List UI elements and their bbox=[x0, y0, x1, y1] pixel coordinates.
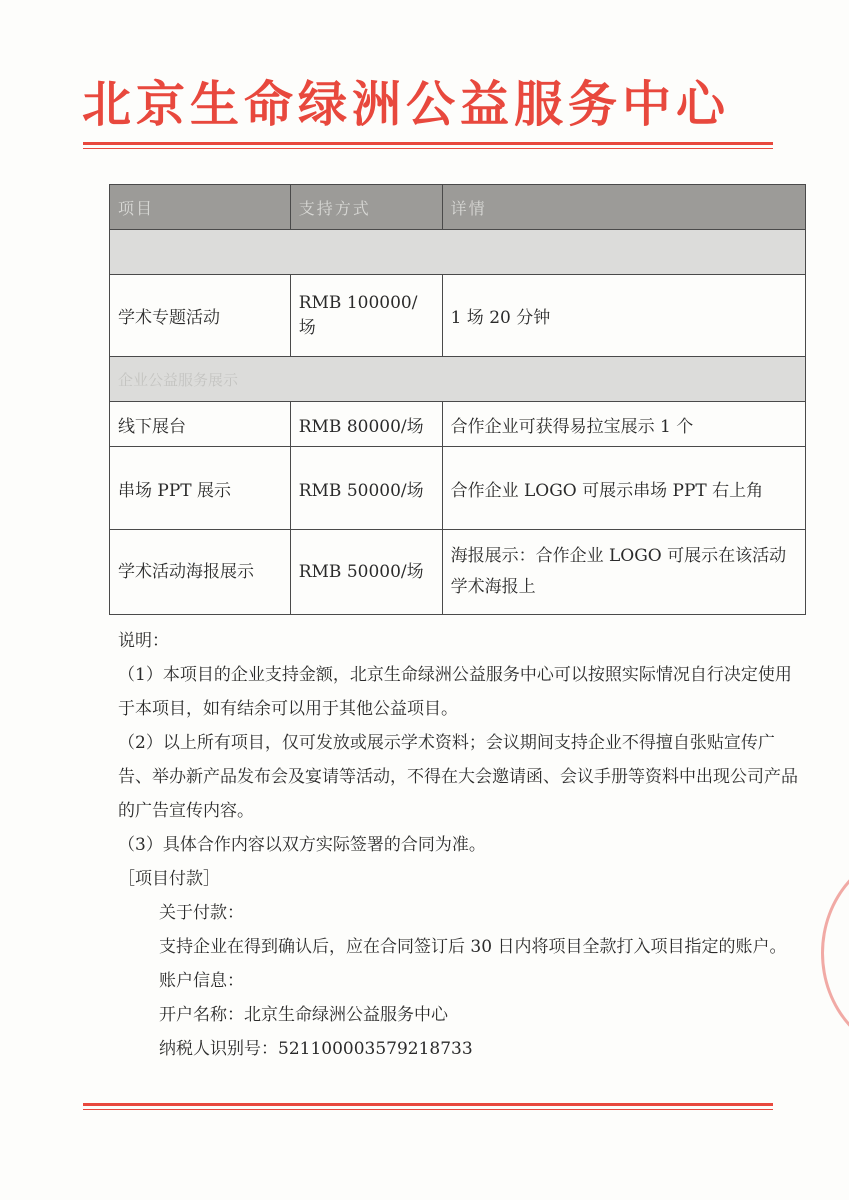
section-label: 企业公益服务展示 bbox=[110, 357, 806, 402]
notes-section bbox=[118, 624, 808, 1066]
header-divider bbox=[83, 142, 773, 149]
column-header-method: 支持方式 bbox=[290, 185, 442, 230]
row-item: 线下展台 bbox=[110, 402, 291, 447]
table-row bbox=[110, 530, 806, 615]
notes-heading: 说明： bbox=[118, 631, 169, 651]
section-label bbox=[110, 230, 806, 275]
row-item: 串场 PPT 展示 bbox=[110, 447, 291, 530]
column-header-item: 项目 bbox=[110, 185, 291, 230]
account-name: 开户名称：北京生命绿洲公益服务中心 bbox=[159, 1005, 448, 1025]
seal-stamp bbox=[815, 850, 849, 1050]
row-method: RMB 100000/场 bbox=[290, 275, 442, 357]
table-row bbox=[110, 275, 806, 357]
payment-heading: ［项目付款］ bbox=[118, 869, 220, 889]
organization-title: 北京生命绿洲公益服务中心 bbox=[82, 76, 731, 133]
account-label: 账户信息： bbox=[159, 971, 244, 991]
fee-table bbox=[109, 184, 806, 615]
table-row bbox=[110, 447, 806, 530]
row-item: 学术专题活动 bbox=[110, 275, 291, 357]
row-detail: 1 场 20 分钟 bbox=[442, 275, 805, 357]
payment-label: 关于付款： bbox=[159, 903, 244, 923]
row-detail: 合作企业可获得易拉宝展示 1 个 bbox=[442, 402, 805, 447]
tax-id: 纳税人识别号：521100003579218733 bbox=[159, 1039, 473, 1059]
row-method: RMB 50000/场 bbox=[290, 447, 442, 530]
table-header-row bbox=[110, 185, 806, 230]
row-item: 学术活动海报展示 bbox=[110, 530, 291, 615]
row-detail: 合作企业 LOGO 可展示串场 PPT 右上角 bbox=[442, 447, 805, 530]
column-header-detail: 详情 bbox=[442, 185, 805, 230]
table-section-row bbox=[110, 357, 806, 402]
seal-ring bbox=[821, 850, 849, 1050]
table-section-row bbox=[110, 230, 806, 275]
note-item: （3）具体合作内容以双方实际签署的合同为准。 bbox=[118, 835, 486, 855]
row-method: RMB 80000/场 bbox=[290, 402, 442, 447]
footer-divider bbox=[83, 1103, 773, 1110]
note-item: （2）以上所有项目，仅可发放或展示学术资料；会议期间支持企业不得擅自张贴宣传广告、举办新产品发布会及宴请等活动，不得在大会邀请函、会议手册等资料中出现公司产品的广告宣传内容。 bbox=[118, 733, 798, 821]
payment-text: 支持企业在得到确认后，应在合同签订后 30 日内将项目全款打入项目指定的账户。 bbox=[159, 937, 787, 957]
table-row bbox=[110, 402, 806, 447]
row-method: RMB 50000/场 bbox=[290, 530, 442, 615]
row-detail: 海报展示：合作企业 LOGO 可展示在该活动学术海报上 bbox=[442, 530, 805, 615]
note-item: （1）本项目的企业支持金额，北京生命绿洲公益服务中心可以按照实际情况自行决定使用于本项目，如有结余可以用于其他公益项目。 bbox=[118, 665, 792, 719]
